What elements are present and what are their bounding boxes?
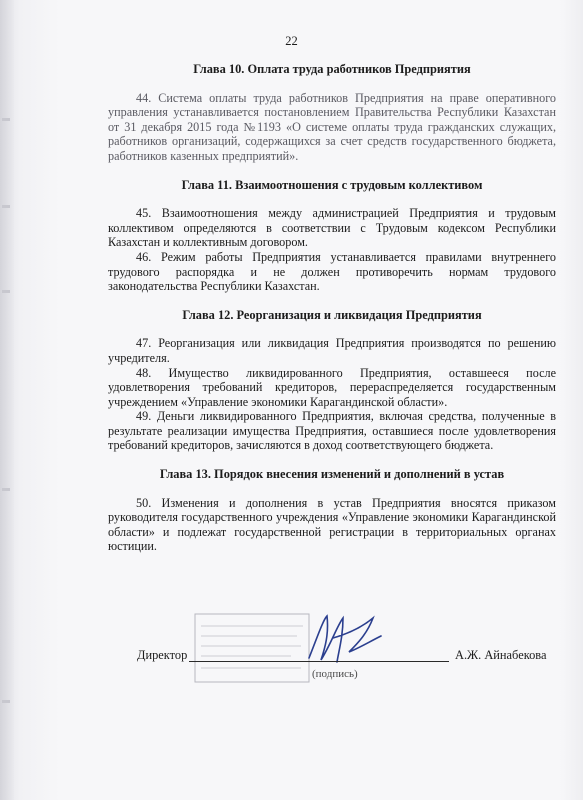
edge-mark (2, 290, 10, 293)
signature-caption: (подпись) (312, 668, 358, 680)
paragraph-47: 47. Реорганизация или ликвидация Предприятия производятся по решению учредителя. (108, 336, 556, 365)
document-body (108, 62, 556, 568)
chapter-heading: Глава 13. Порядок внесения изменений и дополнений в устав (159, 467, 505, 482)
chapter-13 (108, 467, 556, 554)
paragraph-46: 46. Режим работы Предприятия устанавливается правилами внутреннего трудового распорядка и не должен противоречить нормам трудового законодательства Республики Казахстан. (108, 249, 556, 294)
signature-block (137, 648, 557, 668)
chapter-12 (108, 308, 556, 453)
chapter-11 (108, 178, 556, 294)
paragraph-45: 45. Взаимоотношения между администрацией Предприятия и трудовым коллективом определяются в соответствии с Трудовым кодексом Республики Казахстан и коллективным договором. (108, 206, 556, 250)
edge-mark (2, 488, 10, 491)
edge-mark (2, 205, 10, 208)
chapter-heading: Глава 12. Реорганизация и ликвидация Предприятия (182, 307, 482, 322)
chapter-heading: Глава 11. Взаимоотношения с трудовым коллективом (181, 177, 483, 192)
paragraph-50: 50. Изменения и дополнения в устав Предприятия вносятся приказом руководителя государственного учреждения «Управление экономики Карагандинской области» и подлежат государственной регистрации в территориальных органах юстиции. (108, 495, 556, 554)
paragraph-44: 44. Система оплаты труда работников Предприятия на праве оперативного управления устанавливается постановлением Правительства Республики Казахстан от 31 декабря 2015 года №1193 «О системе оплаты труда гражданских служащих, работников организаций, содержащихся за счет средств государственного бюджета, работников казенных предприятий». (108, 90, 556, 163)
edge-mark (2, 700, 10, 703)
signatory-role: Директор (137, 648, 188, 662)
paragraph-49: 49. Деньги ликвидированного Предприятия, включая средства, полученные в результате реализации имущества Предприятия, оставшиеся после удовлетворения требований кредиторов, зачисляются в доход соответствующего бюджета. (108, 409, 556, 453)
chapter-heading: Глава 10. Оплата труда работников Предприятия (193, 62, 471, 76)
paragraph-48: 48. Имущество ликвидированного Предприятия, оставшееся после удовлетворения требований кредиторов, перераспределяется государственным учреждением «Управление экономики Карагандинской области». (108, 365, 556, 409)
signatory-name: А.Ж. Айнабекова (455, 648, 547, 662)
signature-line (189, 661, 449, 662)
edge-mark (2, 118, 10, 121)
chapter-10 (108, 62, 556, 164)
page-number: 22 (285, 34, 298, 48)
